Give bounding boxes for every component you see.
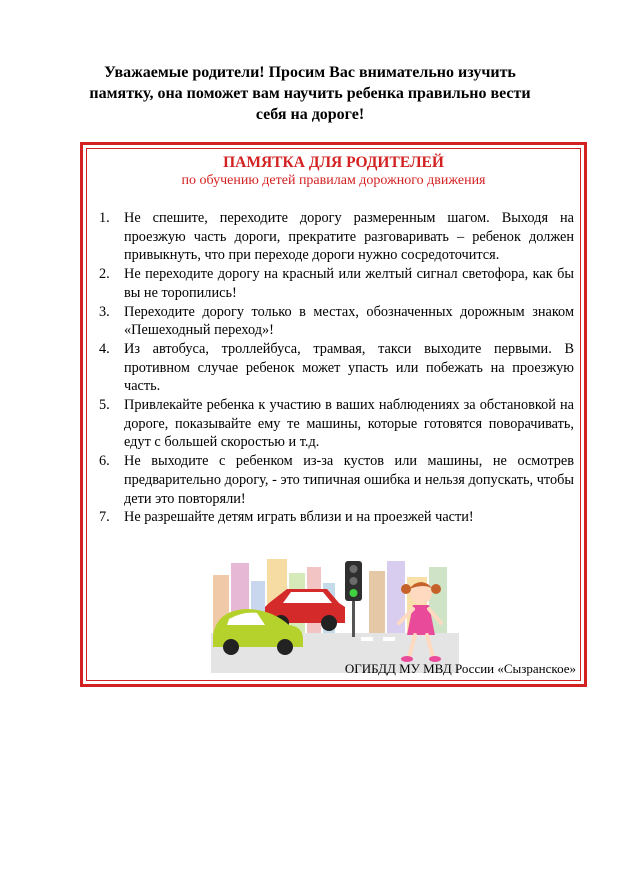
rule-text: Из автобуса, троллейбуса, трамвая, такси выходите первыми. В противном случае ребенок может упасть или побежать на проезжую часть. [124,340,574,395]
rule-text: Не спешите, переходите дорогу размеренным шагом. Выходя на проезжую часть дороги, прекратите разговаривать – ребенок должен привыкнуть, что при переходе дороги нужно сосредоточится. [124,210,574,264]
rule-number: 4. [99,340,110,357]
rule-text: Не переходите дорогу на красный или желтый сигнал светофора, как бы вы не торопились! [124,266,574,301]
rules-list [99,209,574,527]
list-item [99,396,574,452]
rule-number: 1. [99,210,110,226]
rule-number: 5. [99,397,110,414]
memo-subtitle: по обучению детей правилам дорожного движения [181,173,486,188]
rule-number: 7. [99,509,110,526]
memo-frame [80,142,587,687]
rule-text: Не разрешайте детям играть вблизи и на проезжей части! [124,509,474,526]
street-illustration [211,553,459,673]
list-item [99,508,574,527]
list-item [99,265,574,302]
rule-text: Привлекайте ребенка к участию в ваших наблюдениях за обстановкой на дороге, показывайте ему те машины, которые готовятся поворачивать, едут с большей скоростью и т.д. [124,397,574,451]
rule-number: 3. [99,303,110,320]
list-item [99,452,574,508]
rule-number: 2. [99,266,110,283]
list-item [99,209,574,265]
rule-number: 6. [99,453,110,470]
memo-inner-frame [86,148,581,681]
list-item [99,303,574,340]
memo-title: ПАМЯТКА ДЛЯ РОДИТЕЛЕЙ [223,154,444,171]
intro-text: Уважаемые родители! Просим Вас внимательно изучить памятку, она поможет вам научить ребенка правильно вести себя на дороге! [89,64,531,123]
footer-signature: ОГИБДД МУ МВД России «Сызранское» [344,661,576,676]
list-item [99,340,574,396]
rule-text: Не выходите с ребенком из-за кустов или машины, не осмотрев предварительно дорогу, - это типичная ошибка и нельзя допускать, чтобы дети это повторяли! [124,453,574,507]
rule-text: Переходите дорогу только в местах, обозначенных дорожным знаком «Пешеходный переход»! [124,303,574,339]
